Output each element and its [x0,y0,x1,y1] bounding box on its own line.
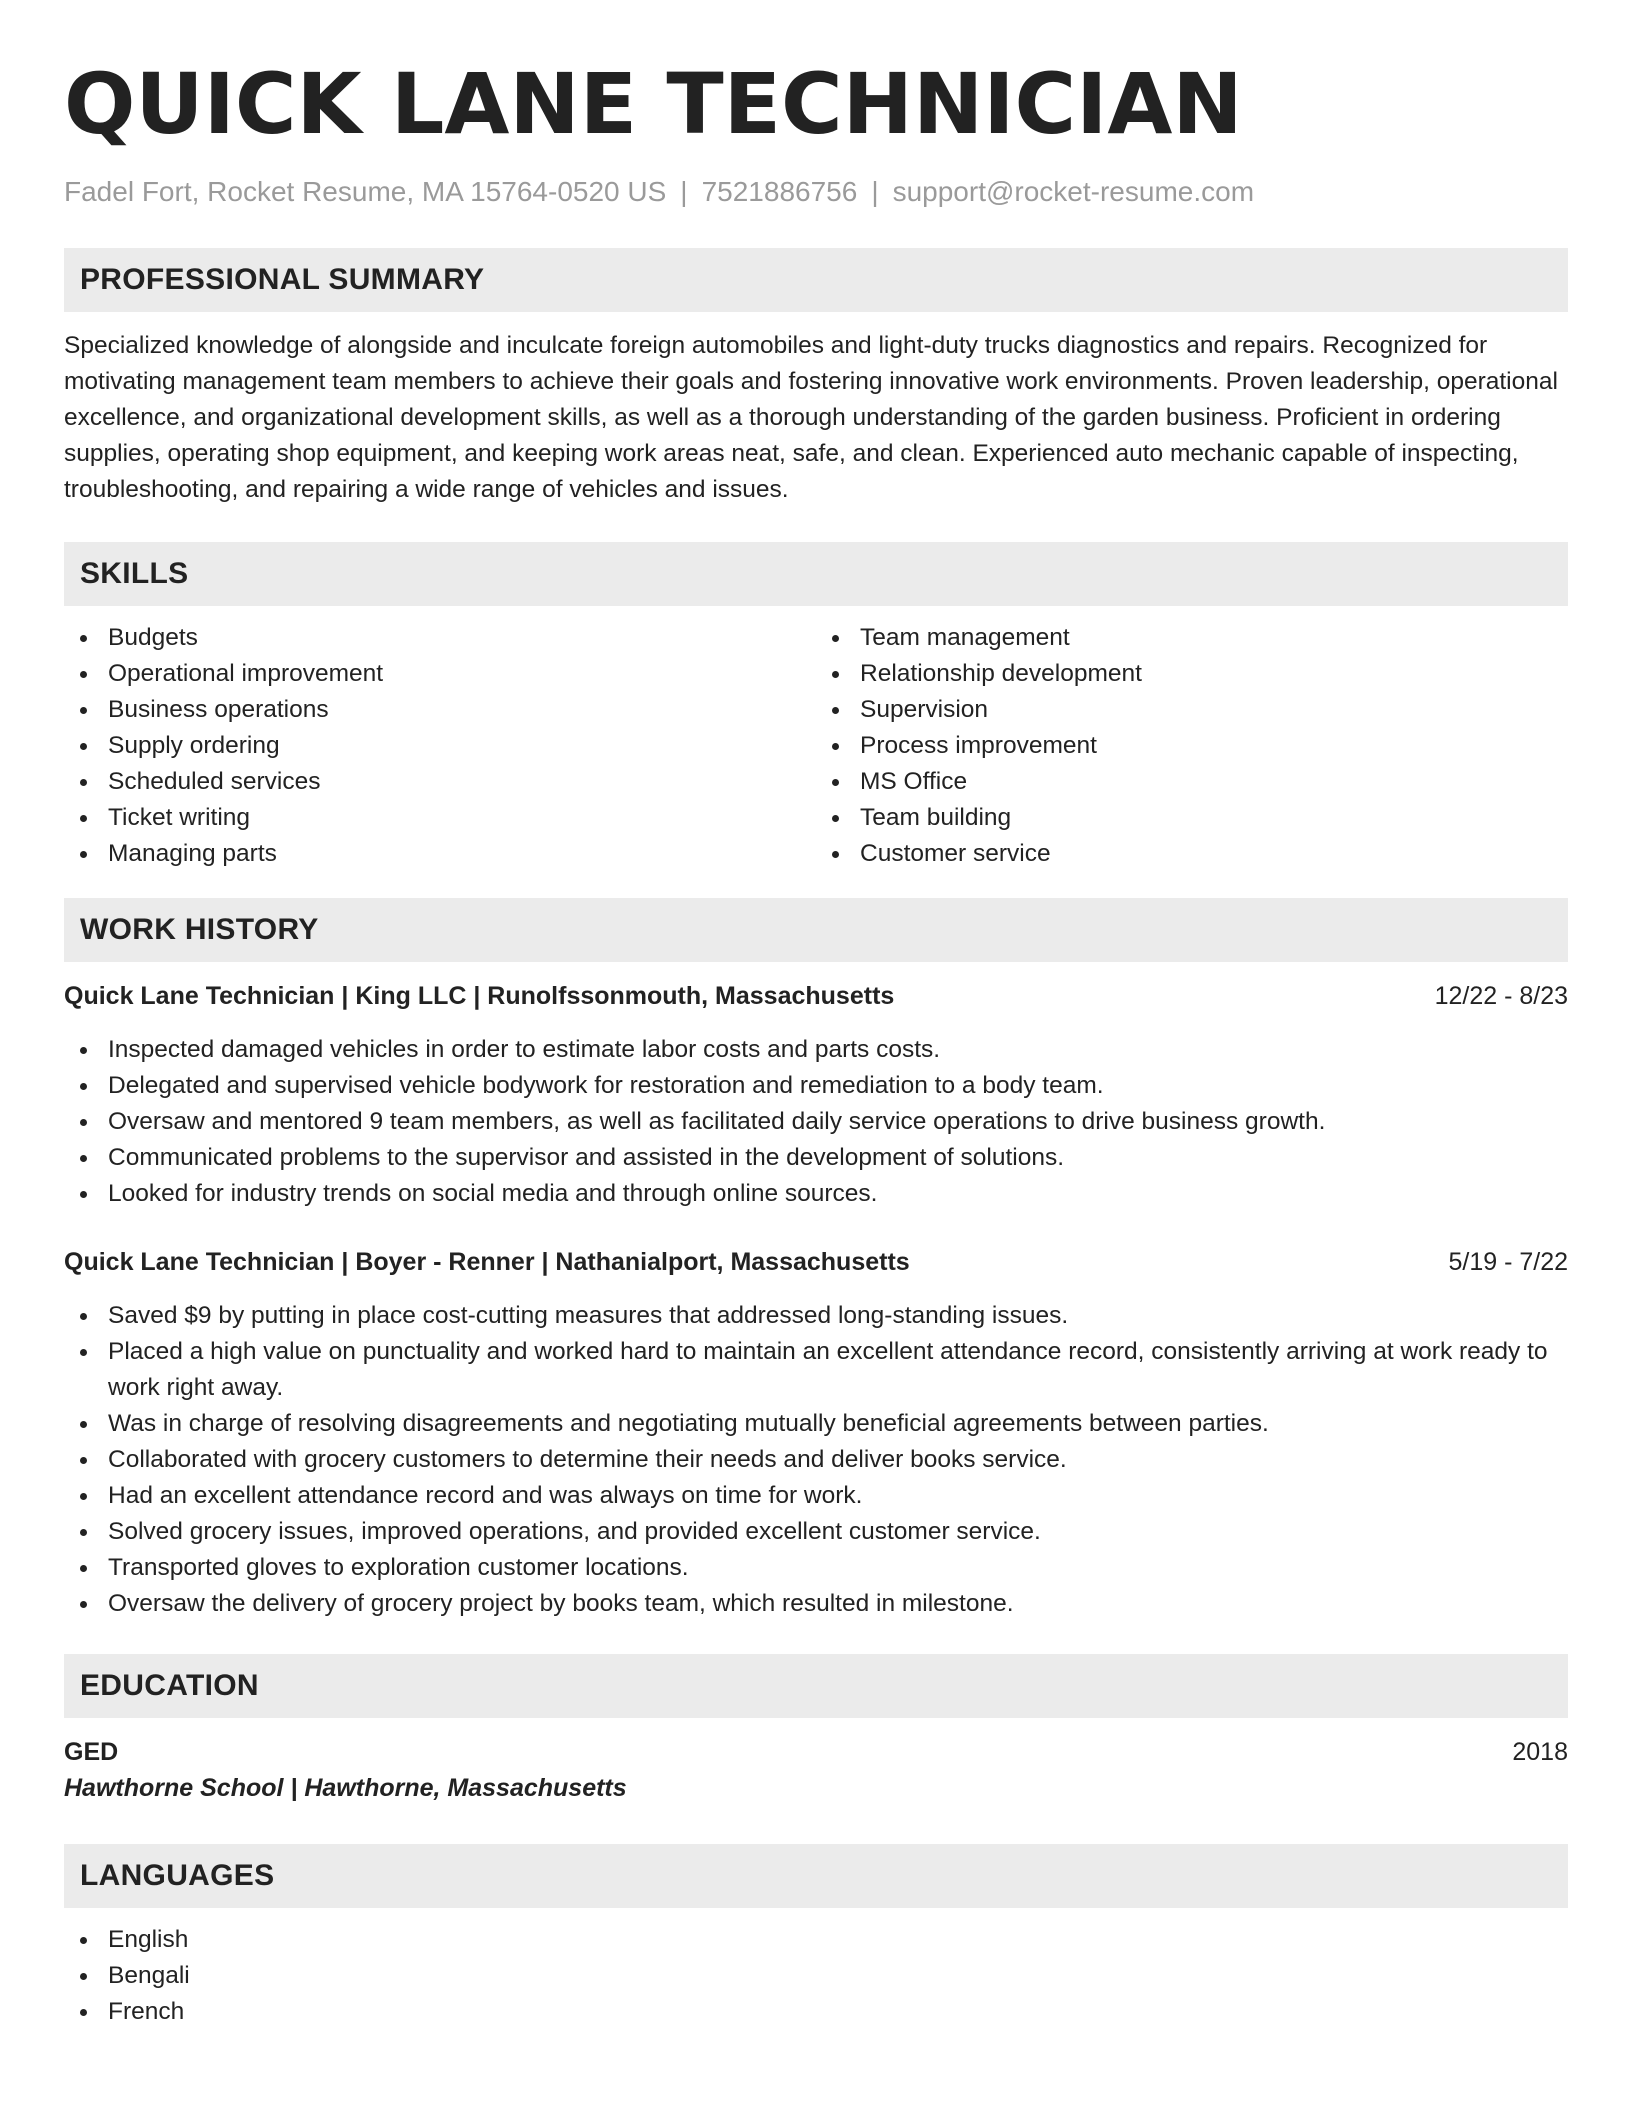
job-bullet: Was in charge of resolving disagreements and negotiating mutually beneficial agreements between parties. [64,1406,1568,1442]
contact-separator: | [871,176,879,207]
skill-item: Supervision [816,692,1568,728]
education-degree: GED [64,1738,119,1766]
job-entry [64,1244,1568,1622]
skills-list-left [64,620,816,872]
job-title: Quick Lane Technician | King LLC | Runolfssonmouth, Massachusetts [64,982,895,1010]
languages-heading: LANGUAGES [64,1844,1568,1908]
skill-item: Process improvement [816,728,1568,764]
skill-item: Customer service [816,836,1568,872]
skill-item: Budgets [64,620,816,656]
contact-phone: 7521886756 [701,176,858,207]
job-bullet: Communicated problems to the supervisor and assisted in the development of solutions. [64,1140,1568,1176]
education-entry [64,1734,1568,1806]
job-bullet: Collaborated with grocery customers to determine their needs and deliver books service. [64,1442,1568,1478]
job-bullet: Delegated and supervised vehicle bodywork for restoration and remediation to a body team. [64,1068,1568,1104]
job-bullet: Inspected damaged vehicles in order to estimate labor costs and parts costs. [64,1032,1568,1068]
job-dates: 12/22 - 8/23 [1434,982,1568,1010]
candidate-name: QUICK LANE TECHNICIAN [64,55,1243,153]
languages-list [64,1922,1568,2030]
education-school: Hawthorne School | Hawthorne, Massachusetts [64,1774,627,1802]
job-bullets [64,1032,1568,1212]
skill-item: Team building [816,800,1568,836]
skill-item: Scheduled services [64,764,816,800]
job-bullet: Saved $9 by putting in place cost-cutting measures that addressed long-standing issues. [64,1298,1568,1334]
contact-email: support@rocket-resume.com [892,176,1255,207]
skills-list-right [816,620,1568,872]
job-title: Quick Lane Technician | Boyer - Renner | Nathanialport, Massachusetts [64,1248,910,1276]
job-bullet: Oversaw the delivery of grocery project by books team, which resulted in milestone. [64,1586,1568,1622]
summary-text: Specialized knowledge of alongside and inculcate foreign automobiles and light-duty trucks diagnostics and repairs. Recognized for motivating management team members to achieve their goals and fostering innovative work environments. Proven leadership, operational excellence, and organizational development skills, as well as a thorough understanding of the garden business. Proficient in ordering supplies, operating shop equipment, and keeping work areas neat, safe, and clean. Experienced auto mechanic capable of inspecting, troubleshooting, and repairing a wide range of vehicles and issues. [64,332,1558,503]
language-item: French [64,1994,1568,2030]
skills-heading: SKILLS [64,542,1568,606]
education-heading: EDUCATION [64,1654,1568,1718]
skill-item: MS Office [816,764,1568,800]
job-dates: 5/19 - 7/22 [1448,1248,1568,1276]
contact-line [64,174,1568,210]
skill-item: Supply ordering [64,728,816,764]
language-item: Bengali [64,1958,1568,1994]
skill-item: Relationship development [816,656,1568,692]
job-entry [64,978,1568,1212]
job-bullet: Had an excellent attendance record and was always on time for work. [64,1478,1568,1514]
education-year: 2018 [1512,1738,1568,1766]
job-bullet: Placed a high value on punctuality and worked hard to maintain an excellent attendance record, consistently arriving at work ready to work right away. [64,1334,1568,1406]
job-bullet: Solved grocery issues, improved operations, and provided excellent customer service. [64,1514,1568,1550]
skill-item: Business operations [64,692,816,728]
job-bullet: Looked for industry trends on social media and through online sources. [64,1176,1568,1212]
job-bullets [64,1298,1568,1622]
skill-item: Ticket writing [64,800,816,836]
skills-grid [64,620,1568,872]
skill-item: Team management [816,620,1568,656]
skill-item: Managing parts [64,836,816,872]
job-bullet: Oversaw and mentored 9 team members, as well as facilitated daily service operations to drive business growth. [64,1104,1568,1140]
job-header [64,1244,1568,1280]
job-bullet: Transported gloves to exploration customer locations. [64,1550,1568,1586]
education-header [64,1734,1568,1770]
job-header [64,978,1568,1014]
work-heading: WORK HISTORY [64,898,1568,962]
skill-item: Operational improvement [64,656,816,692]
language-item: English [64,1922,1568,1958]
contact-address: Fadel Fort, Rocket Resume, MA 15764-0520 US [64,176,667,207]
summary-heading: PROFESSIONAL SUMMARY [64,248,1568,312]
contact-separator: | [680,176,688,207]
